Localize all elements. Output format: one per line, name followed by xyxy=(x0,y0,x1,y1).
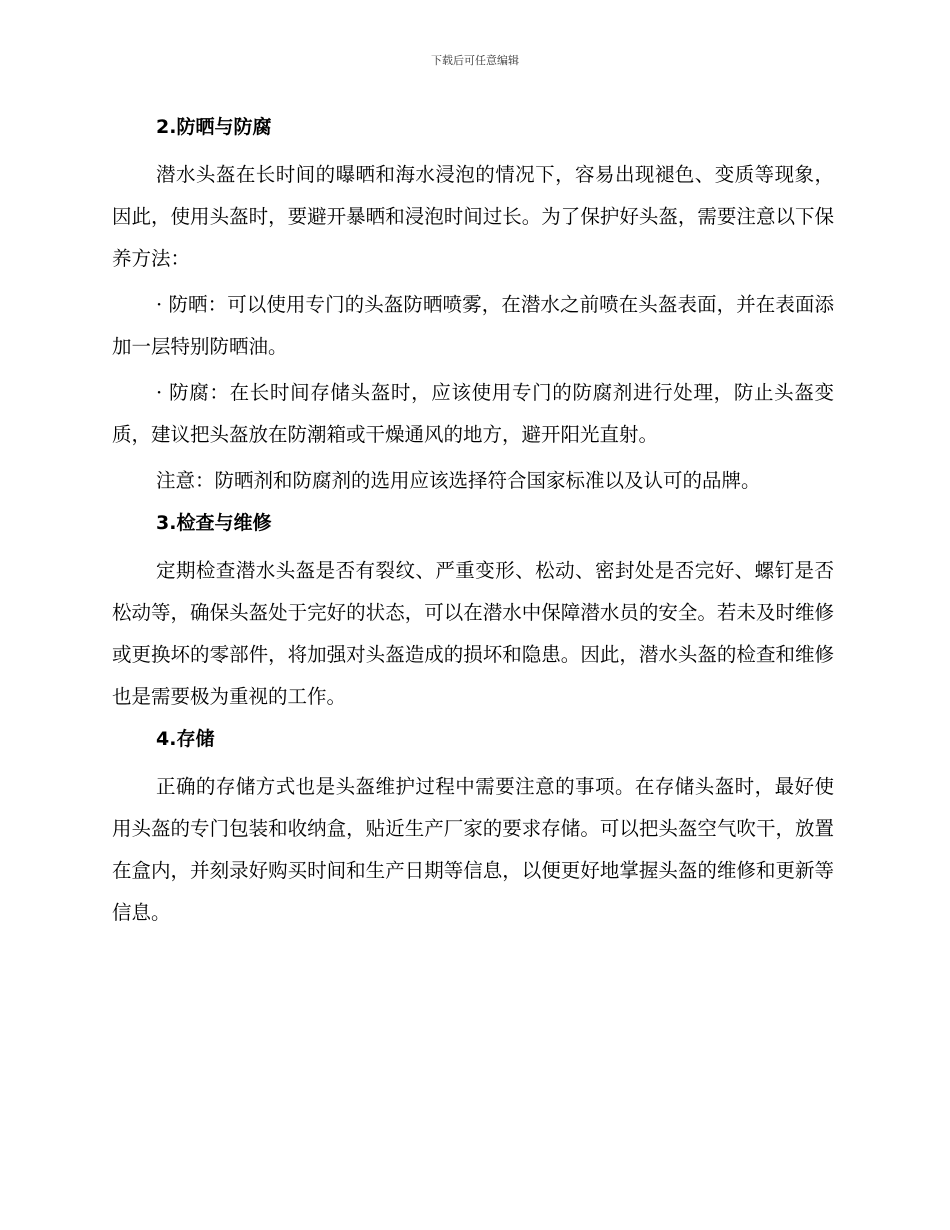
paragraph-note: 注意：防晒剂和防腐剂的选用应该选择符合国家标准以及认可的品牌。 xyxy=(156,469,761,492)
section-heading-inspection: 3.检查与维修 xyxy=(156,512,272,534)
section-heading-storage: 4.存储 xyxy=(156,728,215,750)
paragraph-anti-corrosion: · 防腐：在长时间存储头盔时，应该使用专门的防腐剂进行处理，防止头盔变质，建议把头盔放在防潮箱或干燥通风的地方，避开阳光直射。 xyxy=(112,381,834,446)
paragraph-sun-protection: · 防晒：可以使用专门的头盔防晒喷雾，在潜水之前喷在头盔表面，并在表面添加一层特别防晒油。 xyxy=(112,293,834,358)
paragraph-inspection: 定期检查潜水头盔是否有裂纹、严重变形、松动、密封处是否完好、螺钉是否松动等，确保头盔处于完好的状态，可以在潜水中保障潜水员的安全。若未及时维修或更换坏的零部件，将加强对头盔造成的损坏和隐患。因此，潜水头盔的检查和维修也是需要极为重视的工作。 xyxy=(112,559,834,708)
page-header: 下载后可任意编辑 xyxy=(431,54,519,67)
paragraph-storage: 正确的存储方式也是头盔维护过程中需要注意的事项。在存储头盔时，最好使用头盔的专门包装和收纳盒，贴近生产厂家的要求存储。可以把头盔空气吹干，放置在盒内，并刻录好购买时间和生产日期等信息，以便更好地掌握头盔的维修和更新等信息。 xyxy=(112,775,834,924)
paragraph-intro: 潜水头盔在长时间的曝晒和海水浸泡的情况下，容易出现褪色、变质等现象，因此，使用头盔时，要避开暴晒和浸泡时间过长。为了保护好头盔，需要注意以下保养方法： xyxy=(112,163,834,270)
document-body xyxy=(112,112,834,938)
section-heading-sun-corrosion: 2.防晒与防腐 xyxy=(156,116,272,138)
